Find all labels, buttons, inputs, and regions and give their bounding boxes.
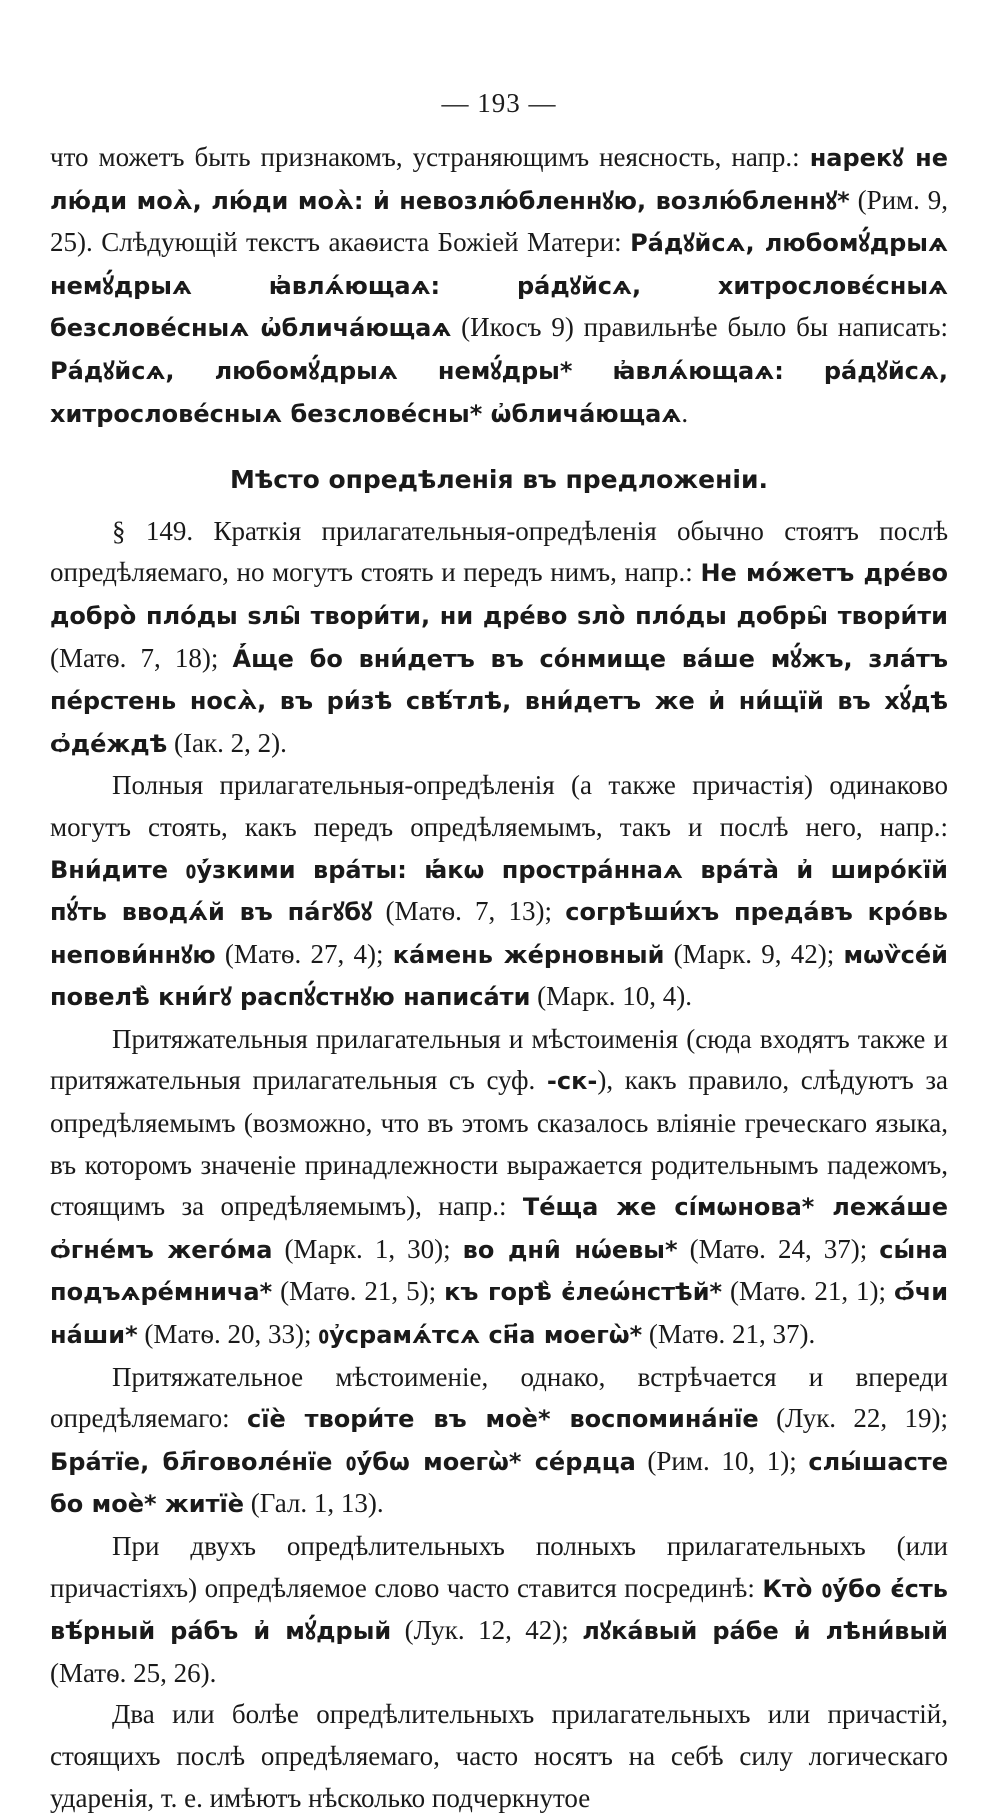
church-slavonic-example: лꙋка́вый ра́бе и҆ лѣни́вый bbox=[582, 1617, 948, 1646]
text-run: (Марк. 10, 4). bbox=[530, 981, 692, 1012]
church-slavonic-example: Вни́дите ᲂу҆́зкими врáты: ꙗ҆́кѡ простра́ннаѧ вра́та̀ и҆ широ́кїй пꙋ́ть вводѧ́й въ па́гꙋбꙋ bbox=[50, 855, 948, 927]
text-run: (Матѳ. 20, 33); bbox=[137, 1319, 319, 1350]
church-slavonic-example: нарекꙋ не лю́ди моѧ̀, лю́ди моѧ̀: и҆ невозлю́бленнꙋю, возлю́бленнꙋ* bbox=[50, 144, 948, 215]
paragraph-continuation bbox=[50, 137, 948, 435]
church-slavonic-example: Ра́дꙋйсѧ, любомꙋ́дрыѧ немꙋ́дрыѧ ꙗ҆влѧ́ющаѧ: ра́дꙋйсѧ, хитрословє́сныѧ безслове́сныѧ ѡ҆блича́ющаѧ bbox=[50, 229, 948, 343]
page-number: — 193 — bbox=[441, 88, 557, 118]
text-run: Два или болѣе опредѣлительныхъ прилагательныхъ или причастій, стоящихъ послѣ опредѣляемаго, часто носятъ на себѣ силу логическаго ударенія, т. е. имѣютъ нѣсколько подчеркнутое bbox=[50, 1699, 948, 1813]
church-slavonic-example: -ск- bbox=[546, 1067, 598, 1096]
church-slavonic-example: Не мо́жетъ дре́во добро̀ пло́ды ѕлы̑ твори́ти, ни дре́во ѕло̀ пло́ды добры̑ твори́ти bbox=[50, 559, 948, 630]
church-slavonic-example: слы́шасте бо моѐ* житїѐ bbox=[50, 1447, 948, 1519]
paragraph-logical-stress bbox=[50, 1694, 948, 1819]
text-run: (Матѳ. 21, 5); bbox=[272, 1276, 445, 1307]
paragraph-full-adjectives bbox=[50, 765, 948, 1019]
text-run: ), какъ правило, слѣдуютъ за опредѣляемымъ (возможно, что въ этомъ сказалось вліяніе греческаго языка, въ которомъ значеніе принадлежности выражается родительнымъ падежомъ, стоящимъ за опредѣляемымъ), напр.: bbox=[50, 1065, 948, 1222]
text-run: (Матѳ. 25, 26). bbox=[50, 1657, 217, 1688]
church-slavonic-example: къ горѣ̀ є҆леѡ́нстѣй* bbox=[444, 1278, 723, 1307]
text-run: (Рим. 10, 1); bbox=[635, 1445, 809, 1476]
text-run: (Лук. 22, 19); bbox=[758, 1403, 948, 1434]
church-slavonic-example: ᲂу҆срамѧ́тсѧ сн҃а моегѡ̀* bbox=[318, 1321, 643, 1350]
text-run: (Іак. 2, 2). bbox=[167, 727, 287, 758]
text-run: (Матѳ. 7, 18); bbox=[50, 642, 233, 673]
text-run: При двухъ опредѣлительныхъ полныхъ прилагательныхъ (или причастіяхъ) опредѣляемое слово часто ставится посрединѣ: bbox=[50, 1531, 948, 1603]
paragraph-149 bbox=[50, 511, 948, 766]
church-slavonic-example: Кто̀ ᲂу҆́бо є҆́сть вѣ́рный ра́бъ и҆ мꙋ́дрый bbox=[50, 1574, 948, 1646]
church-slavonic-example: ѻ҆́чи на́ши* bbox=[50, 1278, 949, 1350]
text-run: (Матѳ. 21, 1); bbox=[722, 1276, 895, 1307]
text-run: Полныя прилагательныя-опредѣленія (а также причастія) одинаково могутъ стоять, какъ передъ опредѣляемымъ, такъ и послѣ него, напр.: bbox=[50, 770, 948, 842]
church-slavonic-example: во дни̑ нѡ́евы* bbox=[462, 1235, 678, 1264]
paragraph-possessive-pronoun bbox=[50, 1357, 948, 1526]
church-slavonic-example: Те́ща же сі́мѡнова* лежа́ше ѻ҆гне́мъ жего́ма bbox=[50, 1193, 949, 1264]
text-run: . bbox=[681, 397, 689, 428]
church-slavonic-example: сїѐ твори́те въ моѐ* воспомина́нїе bbox=[246, 1405, 759, 1434]
text-run: Притяжательныя прилагательныя и мѣстоименія (сюда входятъ также и притяжательныя прилагательныя съ суф. bbox=[50, 1023, 948, 1096]
text-run: Притяжательное мѣстоименіе, однако, встрѣчается и впереди опредѣляемаго: bbox=[50, 1361, 948, 1434]
section-heading: Мѣсто опредѣленія въ предложеніи. bbox=[229, 465, 768, 495]
text-run: § 149. Краткія прилагательныя-опредѣленія обычно стоятъ послѣ опредѣляемаго, но могутъ стоять и передъ нимъ, напр.: bbox=[50, 515, 948, 588]
text-run: (Матѳ. 7, 13); bbox=[372, 896, 566, 927]
text-run: что можетъ быть признакомъ, устраняющимъ неясность, напр.: bbox=[50, 142, 810, 172]
text-run: (Марк. 9, 42); bbox=[664, 938, 844, 969]
church-slavonic-example: ка́мень же́рновный bbox=[392, 940, 665, 969]
church-slavonic-example: Ра́дꙋйсѧ, любомꙋ́дрыѧ немꙋ́дры* ꙗ҆влѧ́ющаѧ: ра́дꙋйсѧ, хитрослове́сныѧ безслове́сны* ѡ҆блича́ющаѧ bbox=[50, 356, 948, 428]
text-run: (Матѳ. 27, 4); bbox=[215, 938, 393, 969]
text-run: (Матѳ. 21, 37). bbox=[642, 1319, 816, 1350]
text-run: (Икосъ 9) правильнѣе было бы написать: bbox=[451, 312, 948, 343]
church-slavonic-example: А҆́ще бо вни́детъ въ со́нмище ва́ше мꙋ́жъ, зла́тъ пе́рстень носѧ̀, въ ри́зѣ свѣ́тлѣ, вни́детъ же и҆ ни́щїй въ хꙋ́дѣ ѻ҆де́ждѣ bbox=[50, 644, 949, 758]
text-run: (Матѳ. 24, 37); bbox=[677, 1233, 880, 1264]
text-run: (Лук. 12, 42); bbox=[391, 1615, 583, 1646]
paragraph-two-adjectives bbox=[50, 1526, 948, 1694]
church-slavonic-example: Бра́тїе, бл҃говоле́нїе ᲂу҆́бѡ моегѡ̀* се́рдца bbox=[50, 1447, 636, 1476]
paragraph-possessive bbox=[50, 1019, 948, 1357]
text-run: (Рим. 9, 25). Слѣдующій текстъ акаѳиста Божіей Матери: bbox=[50, 184, 948, 258]
church-slavonic-example: сы́на подъѧре́мнича* bbox=[50, 1235, 949, 1307]
text-run: (Гал. 1, 13). bbox=[244, 1488, 384, 1519]
church-slavonic-example: мѡѷсе́й повелѣ̀ кни́гꙋ распꙋ́стнꙋю написа́ти bbox=[50, 940, 948, 1012]
text-run: (Марк. 1, 30); bbox=[272, 1233, 463, 1264]
church-slavonic-example: согрѣши́хъ преда́въ кро́вь непови́ннꙋю bbox=[50, 898, 948, 969]
